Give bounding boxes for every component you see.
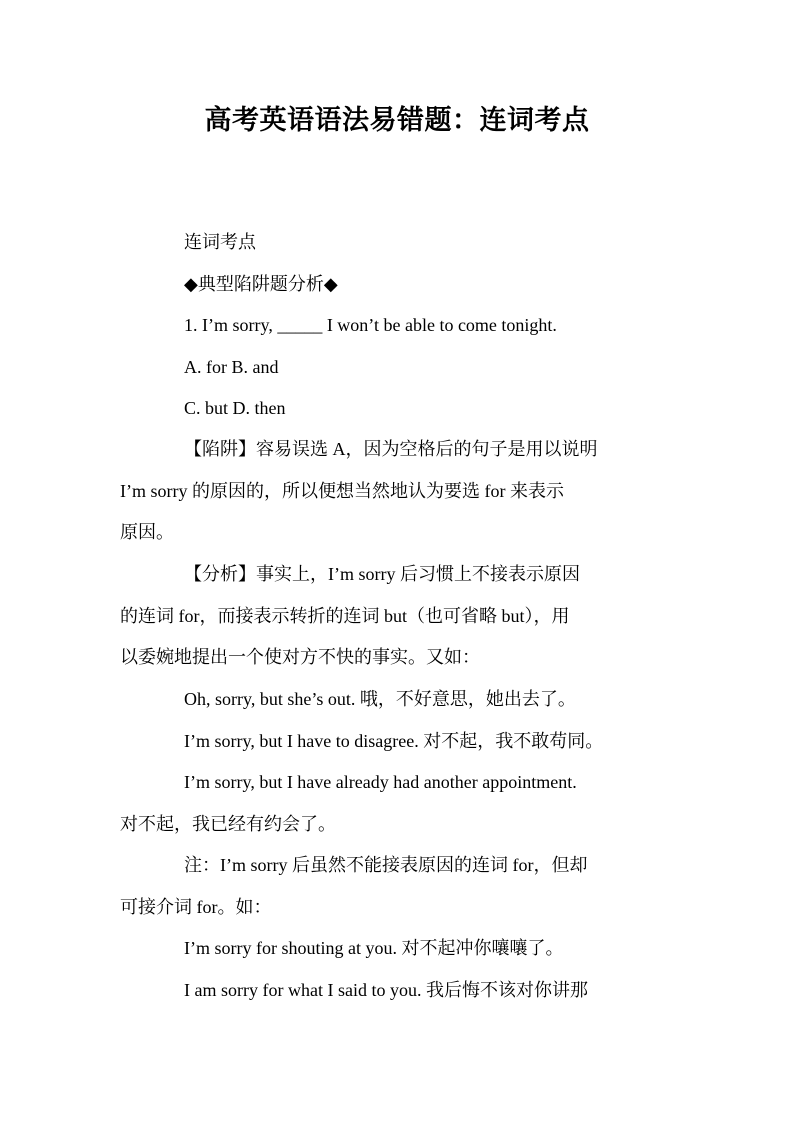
note-line-1: 注：I’m sorry 后虽然不能接表原因的连词 for，但却: [184, 855, 588, 875]
examples-block: [120, 679, 680, 845]
subheading: ◆典型陷阱题分析◆: [184, 273, 338, 294]
trap-line-1: 【陷阱】容易误选 A，因为空格后的句子是用以说明: [184, 439, 598, 459]
example2-line-2: I am sorry for what I said to you. 我后悔不该对你讲那: [184, 979, 588, 1000]
question-options-cd: C. but D. then: [184, 398, 286, 418]
example-line-2: I’m sorry, but I have to disagree. 对不起，我不敢苟同。: [184, 730, 604, 751]
examples2-block: [120, 928, 680, 1011]
trap-line-2: I’m sorry 的原因的，所以便想当然地认为要选 for 来表示: [120, 480, 564, 501]
note-line-2: 可接介词 for。如：: [120, 896, 272, 917]
example-line-1: Oh, sorry, but she’s out. 哦，不好意思，她出去了。: [184, 689, 576, 709]
example2-line-1: I’m sorry for shouting at you. 对不起冲你嚷嚷了。: [184, 938, 564, 958]
section-heading-block: [120, 222, 680, 430]
analysis-line-3: 以委婉地提出一个使对方不快的事实。又如：: [120, 647, 480, 667]
analysis-line-2: 的连词 for，而接表示转折的连词 but（也可省略 but），用: [120, 605, 570, 626]
trap-line-3: 原因。: [120, 522, 174, 542]
question-options-ab: A. for B. and: [184, 356, 279, 377]
question-stem: 1. I’m sorry, _____ I won’t be able to come tonight.: [184, 315, 557, 335]
example-line-3a: I’m sorry, but I have already had another appointment.: [184, 772, 577, 792]
trap-paragraph: [120, 429, 680, 554]
section-heading: 连词考点: [184, 232, 256, 252]
page-title: 高考英语语法易错题：连词考点: [204, 105, 590, 136]
analysis-line-1: 【分析】事实上，I’m sorry 后习惯上不接表示原因: [184, 564, 580, 584]
example-line-3b: 对不起，我已经有约会了。: [120, 813, 336, 834]
note-paragraph: [120, 845, 680, 928]
analysis-paragraph: [120, 554, 680, 679]
